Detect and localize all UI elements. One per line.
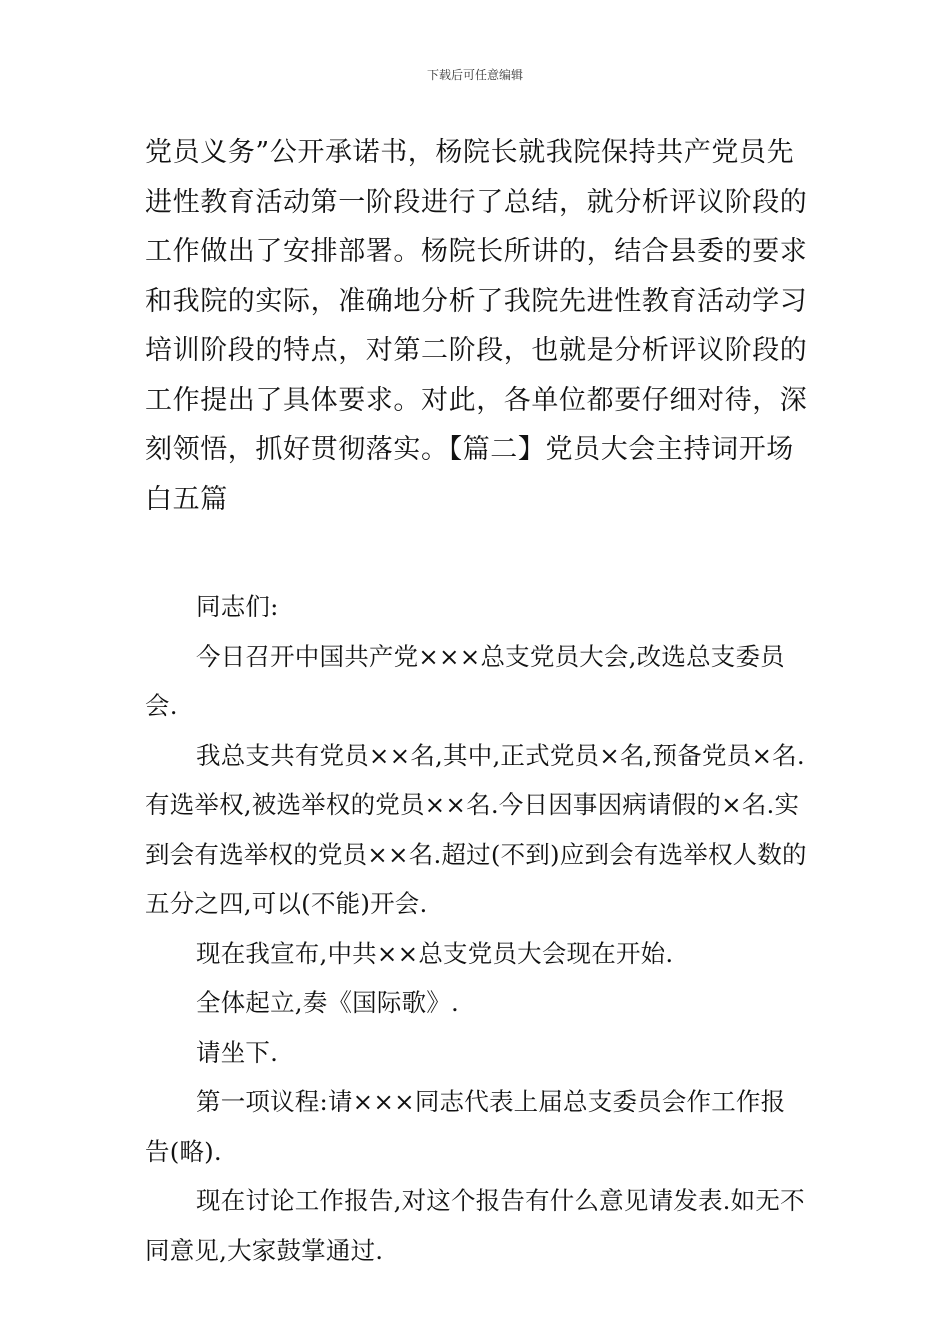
salutation: 同志们: (196, 592, 279, 621)
paragraph: 今日召开中国共产党×××总支党员大会,改选总支委员会. (145, 641, 785, 720)
section-gap (145, 524, 810, 582)
paragraph: 我总支共有党员××名,其中,正式党员×名,预备党员×名.有选举权,被选举权的党员××名.今日因事因病请假的×名.实到会有选举权的党员××名.超过(不到)应到会有选举权人数的五分之四,可以(不能)开会. (145, 740, 807, 918)
document-body (145, 128, 810, 1275)
paragraph: 请坐下. (196, 1037, 279, 1067)
paragraph: 现在讨论工作报告,对这个报告有什么意见请发表.如无不同意见,大家鼓掌通过. (145, 1186, 805, 1265)
paragraph: 全体起立,奏《国际歌》. (196, 988, 459, 1017)
paragraph: 第一项议程:请×××同志代表上届总支委员会作工作报告(略). (145, 1087, 786, 1166)
intro-paragraph: 党员义务”公开承诺书，杨院长就我院保持共产党员先进性教育活动第一阶段进行了总结，就分析评议阶段的工作做出了安排部署。杨院长所讲的，结合县委的要求和我院的实际，准确地分析了我院先进性教育活动学习培训阶段的特点，对第二阶段，也就是分析评议阶段的工作提出了具体要求。对此，各单位都要仔细对待，深刻领悟，抓好贯彻落实。【篇二】党员大会主持词开场白五篇 (145, 137, 808, 515)
paragraph: 现在我宣布,中共××总支党员大会现在开始. (196, 938, 674, 968)
page-header-note: 下载后可任意编辑 (426, 68, 523, 82)
